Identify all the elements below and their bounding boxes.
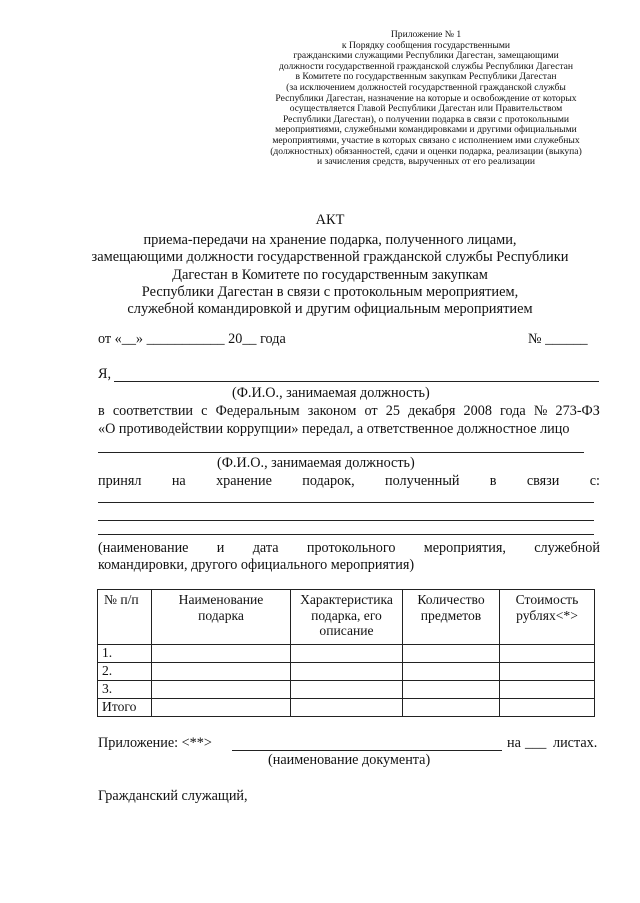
attachment-sheets-blank: ___ [525, 735, 547, 751]
attachment-label: Приложение: <**> [98, 735, 212, 751]
event-line-1 [98, 502, 594, 503]
word: от [364, 403, 378, 419]
appendix-line: и зачисления средств, вырученных от его реализации [316, 156, 536, 168]
appendix-line: (должностных) обязанностей, сдачи и оценки подарка, реализации (выкупа) [270, 145, 582, 157]
word: хранение [216, 473, 272, 489]
table-row [98, 663, 595, 681]
act-heading: АКТ [315, 212, 345, 228]
word: 25 [385, 403, 400, 419]
table-cell[interactable] [152, 645, 291, 663]
word: 273-ФЗ [555, 403, 600, 419]
attachment-sheets: листах. [553, 735, 598, 751]
appendix-line: должности государственной гражданской службы Республики Дагестан [278, 60, 574, 72]
word: подарок, [302, 473, 355, 489]
word: с [201, 403, 208, 419]
receiver-fio-line [98, 452, 584, 453]
appendix-line: мероприятиями, служебными командировками и другими официальными [275, 124, 577, 136]
appendix-line: к Порядку сообщения государственными [341, 39, 511, 51]
attachment-caption: (наименование документа) [268, 752, 431, 768]
table-cell[interactable]: 3. [98, 681, 152, 699]
header-quantity: Количество предметов [403, 590, 500, 645]
word: дата [252, 540, 279, 556]
table-row [98, 645, 595, 663]
act-title [60, 212, 600, 318]
table-cell[interactable] [500, 699, 595, 717]
table-cell[interactable] [500, 663, 595, 681]
gift-table-header [98, 590, 595, 645]
accepted-line [98, 473, 600, 490]
header-num: № п/п [98, 590, 152, 645]
table-row-total [98, 699, 595, 717]
appendix-line: Республики Дагестан), о получении подарка в связи с протокольными [282, 113, 570, 125]
table-cell[interactable] [403, 645, 500, 663]
act-number-field: № ______ [528, 331, 588, 347]
fio-caption-1: (Ф.И.О., занимаемая должность) [232, 385, 430, 401]
table-cell[interactable] [500, 645, 595, 663]
appendix-line: гражданскими служащими Республики Дагестан, замещающими [293, 50, 559, 62]
table-cell[interactable] [403, 663, 500, 681]
event-caption-line-2: командировки, другого официального мероприятия) [98, 557, 415, 573]
table-row [98, 681, 595, 699]
table-cell[interactable] [291, 645, 403, 663]
event-caption-line-1 [98, 540, 600, 557]
word: в [489, 473, 497, 489]
table-cell[interactable]: 2. [98, 663, 152, 681]
table-cell[interactable] [291, 663, 403, 681]
word: декабря [408, 403, 456, 419]
table-cell[interactable] [152, 699, 291, 717]
appendix-line: в Комитете по государственным закупкам Республики Дагестан [295, 71, 557, 83]
word: полученный [385, 473, 460, 489]
word: служебной [534, 540, 600, 556]
table-cell[interactable] [403, 699, 500, 717]
appendix-line: осуществляется Главой Республики Дагестан или Правительством [289, 103, 563, 115]
word: (наименование [98, 540, 189, 556]
act-title-line: приема-передачи на хранение подарка, полученного лицами, [143, 232, 517, 249]
word: законом [307, 403, 357, 419]
word: и [216, 540, 225, 556]
header-description: Характеристика подарка, его описание [291, 590, 403, 645]
word: протокольного [306, 540, 396, 556]
header-name: Наименование подарка [152, 590, 291, 645]
word: 2008 [463, 403, 492, 419]
law-line-2: «О противодействии коррупции» передал, а ответственное должностное лицо [98, 421, 570, 437]
appendix-line: (за исключением должностей государственной гражданской службы [286, 81, 566, 93]
ya-label: Я, [98, 366, 112, 382]
table-cell[interactable] [291, 681, 403, 699]
gift-table [97, 589, 595, 717]
fio-caption-2: (Ф.И.О., занимаемая должность) [217, 455, 415, 471]
civil-servant-label: Гражданский служащий, [98, 788, 248, 804]
word: связи [526, 473, 560, 489]
word: на [171, 473, 186, 489]
word: с: [589, 473, 600, 489]
word: мероприятия, [423, 540, 506, 556]
table-cell[interactable] [291, 699, 403, 717]
word: принял [98, 473, 142, 489]
attachment-doc-line [232, 750, 502, 751]
word: Федеральным [215, 403, 300, 419]
giver-fio-line [114, 381, 599, 382]
attachment-on: на [507, 735, 521, 751]
table-cell[interactable] [152, 681, 291, 699]
appendix-line: мероприятиями, участие в которых связано с исполнением ими служебных [272, 134, 580, 146]
table-cell[interactable] [403, 681, 500, 699]
table-cell[interactable] [500, 681, 595, 699]
word: № [533, 403, 548, 419]
appendix-line: Республики Дагестан, назначение на которые и освобождение от которых [275, 92, 577, 104]
act-title-line: Дагестан в Комитете по государственным закупкам [172, 266, 488, 283]
date-field: от «__» ___________ 20__ года [98, 331, 286, 347]
event-line-2 [98, 520, 594, 521]
word: соответствии [112, 403, 194, 419]
appendix-line: Приложение № 1 [390, 29, 462, 40]
table-cell: Итого [98, 699, 152, 717]
appendix-header [226, 30, 626, 168]
word: в [98, 403, 105, 419]
table-cell[interactable]: 1. [98, 645, 152, 663]
act-title-line: замещающими должности государственной гражданской службы Республики [91, 249, 569, 266]
table-cell[interactable] [152, 663, 291, 681]
word: года [500, 403, 526, 419]
act-title-line: Республики Дагестан в связи с протокольным мероприятием, [141, 283, 519, 300]
event-line-3 [98, 534, 594, 535]
act-title-line: служебной командировкой и другим официальным мероприятием [127, 301, 533, 318]
law-line-1 [98, 403, 600, 420]
header-cost: Стоимость рублях<*> [500, 590, 595, 645]
